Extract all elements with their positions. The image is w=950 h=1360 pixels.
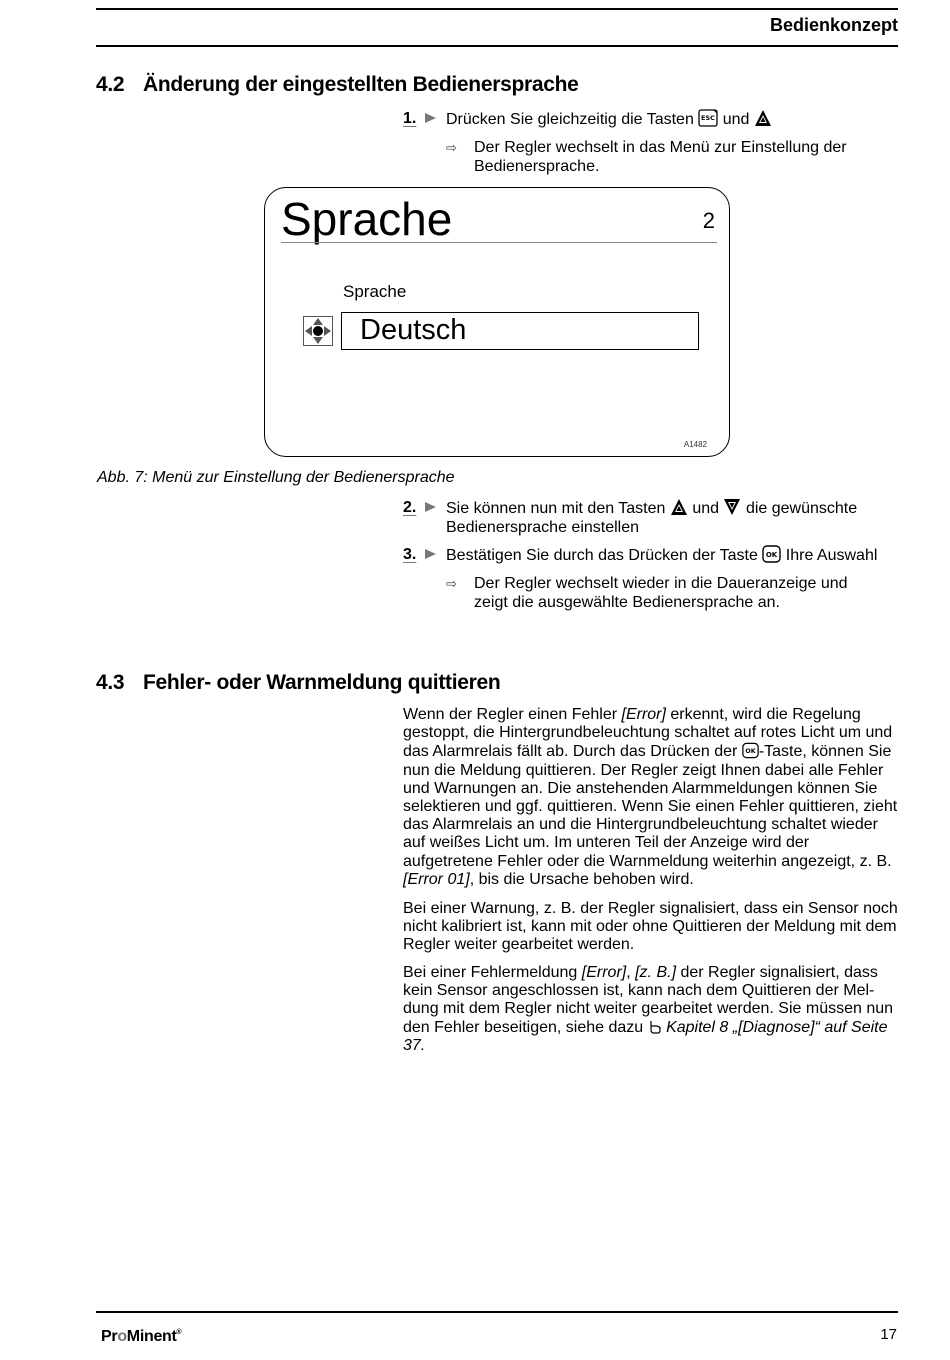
language-field-label: Sprache <box>343 282 407 301</box>
paragraph-warning: Bei einer Warnung, z. B. der Regler signalisiert, dass ein Sensor noch nicht kalibriert ist, kann mit oder ohne Quittieren der Meldung mit dem Regler weiter gearbeitet werden. <box>403 900 898 954</box>
language-select-field[interactable] <box>341 312 699 350</box>
section-number: 4.2 <box>96 73 125 96</box>
chapter-title: Bedienkonzept <box>769 15 898 35</box>
chapter-link[interactable]: Kapitel 8 „[Diagnose]“ auf Seite 37 <box>403 1018 888 1054</box>
step-text: Bestätigen Sie durch das Drücken der Taste OK Ihre Auswahl <box>446 547 878 564</box>
page-number: 17 <box>880 1326 897 1343</box>
svg-text:ESC: ESC <box>701 114 716 122</box>
display-divider <box>281 242 717 243</box>
step-arrow-icon <box>425 502 436 512</box>
example-term: [z. B.] <box>635 964 677 981</box>
result-arrow-icon: ⇨ <box>446 576 457 591</box>
section-title: Änderung der eingestellten Bedienersprache <box>143 73 579 96</box>
prominent-logo: ProMinent® <box>101 1328 182 1345</box>
error-01-term: [Error 01] <box>403 870 470 888</box>
figure-id: A1482 <box>683 440 707 449</box>
result-arrow-icon: ⇨ <box>446 140 457 155</box>
result-text: Der Regler wechselt wieder in die Daueranzeige und zeigt die ausgewählte Bedienersprache an. <box>474 575 848 611</box>
step-number: 3. <box>403 546 417 563</box>
esc-key-icon <box>698 109 718 127</box>
paragraph-error-acknowledge: Wenn der Regler einen Fehler [Error] erkennt, wird die Regelung gestoppt, die Hintergrundbeleuchtung schaltet auf rotes Licht um und das Alarmrelais fällt ab. Durch das Drücken der OK -Taste, können Sie nun die Meldung quittieren. Der Regler zeigt Ihnen dabei alle Fehler und Warnungen an. Die anstehenden Alarmmeldungen können Sie selektieren und ggf. quittieren. Wenn Sie einen Fehler quittieren, zieht das Alarmrelais an und die Hintergrundbeleuchtung schaltet wieder auf weißes Licht um. Im unteren Teil der Anzeige wird der aufgetretene Fehler oder die Warnmeldung weiterhin angezeigt, z. B. [Error 01], bis die Ursache behoben wird. <box>403 706 898 888</box>
step-text: Sie können nun mit den Tasten und die gewünschte Bedienersprache einstellen <box>446 500 858 536</box>
figure-caption: Abb. 7: Menü zur Einstellung der Bedienersprache <box>97 469 455 486</box>
up-arrow-key-icon <box>670 498 688 516</box>
paragraph-error-message: Bei einer Fehlermeldung [Error], [z. B.] der Regler signalisiert, dass kein Sensor angeschlossen ist, kann nach dem Quittieren der Meldung mit dem Regler nicht weiter gearbeitet werden. Sie müssen nun den Fehler beseitigen, siehe dazu Kapitel 8 „[Diagnose]“ auf Seite 37. <box>403 964 894 1054</box>
language-select-value: Deutsch <box>360 314 467 346</box>
up-arrow-key-icon <box>754 109 772 127</box>
navigation-pad-icon <box>303 316 333 346</box>
footer-rule <box>96 1311 898 1313</box>
display-page-number: 2 <box>702 208 715 233</box>
error-term: [Error] <box>581 964 627 981</box>
step-number: 1. <box>403 110 417 127</box>
svg-text:OK: OK <box>745 748 756 756</box>
section-number: 4.3 <box>96 671 125 694</box>
step-arrow-icon <box>425 113 436 123</box>
error-term: [Error] <box>621 706 666 723</box>
section-heading-4-3 <box>96 671 500 695</box>
result-text: Der Regler wechselt in das Menü zur Einstellung der Bedienersprache. <box>474 139 847 175</box>
link-hand-icon <box>648 1020 662 1035</box>
ok-key-icon <box>762 545 781 563</box>
down-arrow-key-icon <box>723 498 741 516</box>
step-text: Drücken Sie gleichzeitig die Tasten ESC und <box>446 109 901 129</box>
svg-text:OK: OK <box>766 551 778 559</box>
step-number: 2. <box>403 499 417 516</box>
ok-key-icon <box>742 742 759 759</box>
display-title: Sprache <box>281 193 453 245</box>
section-heading-4-2 <box>96 73 579 97</box>
header-bottom-rule <box>96 45 898 47</box>
step-arrow-icon <box>425 549 436 559</box>
language-menu-display <box>264 187 730 457</box>
section-title: Fehler- oder Warnmeldung quittieren <box>143 671 501 694</box>
header-top-rule <box>96 8 898 10</box>
